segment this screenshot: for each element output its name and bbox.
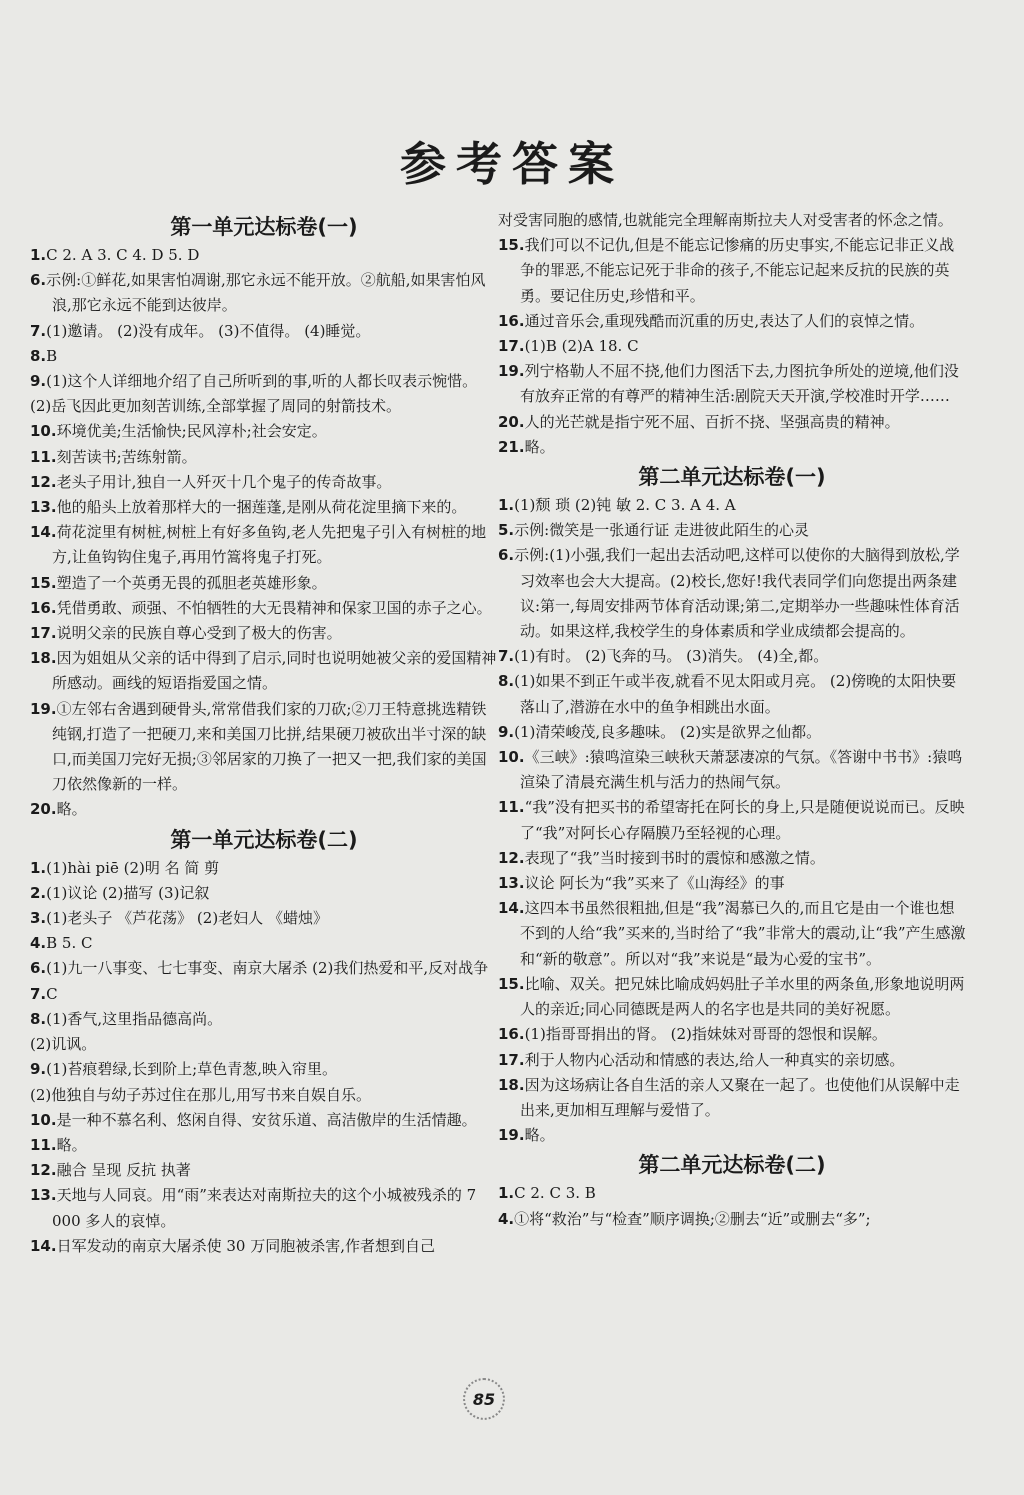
answer-number: 12. <box>30 472 57 491</box>
answer-text: (2)他独自与幼子苏过住在那儿,用写书来自娱自乐。 <box>30 1085 372 1104</box>
answer-number: 14. <box>498 899 525 918</box>
answer-item <box>498 720 966 745</box>
answer-item <box>30 1007 498 1032</box>
answer-text: ①左邻右舍遇到硬骨头,常常借我们家的刀砍;②刀王特意挑选精铁纯钢,打造了一把硬刀,来和美国刀比拼,结果硬刀被砍出半寸深的缺口,而美国刀完好无损;③邻居家的刀换了一把又一把,我们家的美国刀依然像新的一样。 <box>52 699 487 794</box>
answer-text: 环境优美;生活愉快;民风淳朴;社会安定。 <box>56 422 327 441</box>
answer-text: 他的船头上放着那样大的一捆莲蓬,是刚从荷花淀里摘下来的。 <box>56 498 467 517</box>
answer-number: 14. <box>30 1236 57 1255</box>
answer-text: 略。 <box>524 1126 555 1145</box>
answer-item <box>498 846 966 871</box>
answer-text: (2)讥讽。 <box>30 1035 97 1054</box>
answer-item <box>498 1048 966 1073</box>
answer-item <box>30 419 498 444</box>
answer-number: 15. <box>30 573 57 592</box>
answer-text: 是一种不慕名利、悠闲自得、安贫乐道、高洁傲岸的生活情趣。 <box>56 1110 477 1129</box>
answer-number: 16. <box>498 1025 525 1044</box>
answer-text: 这四本书虽然很粗拙,但是“我”渴慕已久的,而且它是由一个谁也想不到的人给“我”买来的,当时给了“我”非常大的震动,让“我”产生感激和“新的敬意”。所以对“我”来说是“最为心爱的宝书”。 <box>520 899 966 968</box>
answer-item <box>498 1022 966 1047</box>
answer-number: 13. <box>30 498 57 517</box>
answer-item <box>30 982 498 1007</box>
answer-number: 1. <box>30 858 47 877</box>
answer-number: 21. <box>498 437 525 456</box>
answer-item <box>30 797 498 822</box>
answer-text: (2)岳飞因此更加刻苦训练,全部掌握了周同的射箭技术。 <box>30 397 402 416</box>
answer-text: 我们可以不记仇,但是不能忘记惨痛的历史事实,不能忘记非正义战争的罪恶,不能忘记死于非命的孩子,不能忘记起来反抗的民族的英勇。要记住历史,珍惜和平。 <box>520 236 955 305</box>
answer-item <box>30 571 498 596</box>
answer-text: 凭借勇敢、顽强、不怕牺牲的大无畏精神和保家卫国的赤子之心。 <box>56 598 492 617</box>
answer-text: (1)如果不到正午或半夜,就看不见太阳或月亮。 (2)傍晚的太阳快要落山了,潜游在水中的鱼争相跳出水面。 <box>514 672 957 716</box>
answer-number: 9. <box>498 722 515 741</box>
section-heading: 第一单元达标卷(一) <box>170 215 358 239</box>
answer-text: 人的光芒就是指宁死不屈、百折不挠、坚强高贵的精神。 <box>524 412 900 431</box>
answer-number: 19. <box>30 699 57 718</box>
answer-item <box>30 1183 498 1233</box>
answer-item <box>498 435 966 460</box>
answer-item <box>30 906 498 931</box>
answer-item <box>30 1234 498 1259</box>
answer-item <box>30 470 498 495</box>
answer-text: 老头子用计,独自一人歼灭十几个鬼子的传奇故事。 <box>56 472 392 491</box>
answer-text: ①将“救治”与“检查”顺序调换;②删去“近”或删去“多”; <box>514 1209 871 1228</box>
answer-item <box>30 495 498 520</box>
answer-item <box>498 1181 966 1206</box>
answer-item <box>30 344 498 369</box>
answer-item <box>498 493 966 518</box>
answer-number: 4. <box>498 1209 515 1228</box>
answer-item <box>498 745 966 795</box>
answer-item <box>498 410 966 435</box>
answer-item <box>498 871 966 896</box>
answer-number: 17. <box>498 1050 525 1069</box>
answer-text: 刻苦读书;苦练射箭。 <box>56 447 197 466</box>
answer-number: 17. <box>498 337 525 356</box>
answer-item <box>498 543 966 644</box>
answer-item <box>30 1032 498 1057</box>
answer-item <box>30 697 498 798</box>
page-number: 85 <box>463 1378 505 1420</box>
answer-number: 14. <box>30 523 57 542</box>
right-column <box>498 208 966 1232</box>
page-title: 参考答案 <box>400 137 624 191</box>
answer-text: (1)颓 琐 (2)钝 敏 2. C 3. A 4. A <box>514 496 736 515</box>
answer-continuation <box>498 208 966 233</box>
answer-number: 16. <box>498 311 525 330</box>
answer-number: 10. <box>30 422 57 441</box>
answer-item <box>30 319 498 344</box>
answer-item <box>498 795 966 845</box>
answer-item <box>30 646 498 696</box>
answer-text: C 2. C 3. B <box>514 1184 596 1203</box>
answer-text: (1)苔痕碧绿,长到阶上;草色青葱,映入帘里。 <box>46 1060 337 1079</box>
answer-text: 说明父亲的民族自尊心受到了极大的伤害。 <box>56 624 342 643</box>
answer-number: 2. <box>30 883 47 902</box>
answer-number: 6. <box>30 271 47 290</box>
answer-text: B 5. C <box>46 934 93 953</box>
continued-text: 对受害同胞的感情,也就能完全理解南斯拉夫人对受害者的怀念之情。 <box>498 211 953 229</box>
answer-text: C <box>46 984 58 1003</box>
answer-number: 10. <box>498 748 525 767</box>
answer-item <box>30 956 498 981</box>
answer-text: (1)清荣峻茂,良多趣味。 (2)实是欲界之仙都。 <box>514 722 822 741</box>
answer-text: 略。 <box>56 800 87 819</box>
answer-text: 通过音乐会,重现残酷而沉重的历史,表达了人们的哀悼之情。 <box>524 311 925 330</box>
answer-item <box>30 268 498 318</box>
answer-item <box>498 359 966 409</box>
answer-item <box>30 1108 498 1133</box>
answer-text: “我”没有把买书的希望寄托在阿长的身上,只是随便说说而已。反映了“我”对阿长心存隔膜乃至轻视的心理。 <box>520 798 965 842</box>
answer-number: 12. <box>30 1161 57 1180</box>
answer-text: 《三峡》:猿鸣渲染三峡秋天萧瑟凄凉的气氛。《答谢中书书》:猿鸣渲染了清晨充满生机与活力的热闹气氛。 <box>520 748 963 792</box>
answer-number: 7. <box>30 321 47 340</box>
answer-item <box>498 518 966 543</box>
answer-text: 议论 阿长为“我”买来了《山海经》的事 <box>524 874 785 893</box>
answer-item <box>30 931 498 956</box>
answer-number: 8. <box>498 672 515 691</box>
answer-number: 8. <box>30 346 47 365</box>
answer-item <box>30 394 498 419</box>
answer-item <box>498 309 966 334</box>
answer-number: 17. <box>30 624 57 643</box>
answer-number: 7. <box>30 984 47 1003</box>
answer-text: 表现了“我”当时接到书时的震惊和感激之情。 <box>524 848 825 867</box>
answer-item <box>30 1158 498 1183</box>
answer-text: (1)邀请。 (2)没有成年。 (3)不值得。 (4)睡觉。 <box>46 321 371 340</box>
answer-item <box>30 1057 498 1082</box>
answer-item <box>30 596 498 621</box>
left-column <box>30 210 498 1259</box>
answer-text: (1)有时。 (2)飞奔的马。 (3)消失。 (4)全,都。 <box>514 647 829 666</box>
answer-text: 融合 呈现 反抗 执著 <box>56 1161 191 1180</box>
answer-text: 略。 <box>56 1135 87 1154</box>
answer-item <box>498 1123 966 1148</box>
answer-text: 因为这场病让各自生活的亲人又聚在一起了。也使他们从误解中走出来,更加相互理解与爱惜了。 <box>520 1075 960 1119</box>
answer-text: 利于人物内心活动和情感的表达,给人一种真实的亲切感。 <box>524 1050 905 1069</box>
answer-text: 天地与人同哀。用“雨”来表达对南斯拉夫的这个小城被残杀的 7 000 多人的哀悼。 <box>52 1186 477 1230</box>
answer-number: 3. <box>30 909 47 928</box>
answer-number: 19. <box>498 1126 525 1145</box>
answer-item <box>498 669 966 719</box>
answer-text: (1)香气,这里指品德高尚。 <box>46 1009 223 1028</box>
answer-number: 13. <box>498 874 525 893</box>
answer-number: 1. <box>498 1184 515 1203</box>
answer-text: 示例:微笑是一张通行证 走进彼此陌生的心灵 <box>514 521 809 540</box>
answer-text: (1)议论 (2)描写 (3)记叙 <box>46 883 210 902</box>
answer-number: 10. <box>30 1110 57 1129</box>
answer-text: (1)九一八事变、七七事变、南京大屠杀 (2)我们热爱和平,反对战争 <box>46 959 489 978</box>
answer-item <box>498 233 966 309</box>
answer-number: 7. <box>498 647 515 666</box>
answer-number: 11. <box>498 798 525 817</box>
answer-number: 1. <box>30 246 47 264</box>
answer-number: 18. <box>498 1075 525 1094</box>
answer-item <box>30 1133 498 1158</box>
answer-text: 塑造了一个英勇无畏的孤胆老英雄形象。 <box>56 573 327 592</box>
answer-list <box>498 233 966 460</box>
answer-item <box>30 1083 498 1108</box>
answer-number: 15. <box>498 974 525 993</box>
answer-text: 荷花淀里有树桩,树桩上有好多鱼钩,老人先把鬼子引入有树桩的地方,让鱼钩钩住鬼子,再用竹篙将鬼子打死。 <box>52 523 487 567</box>
answer-item <box>30 881 498 906</box>
answer-text: C 2. A 3. C 4. D 5. D <box>46 246 200 264</box>
answer-item <box>30 445 498 470</box>
answer-number: 9. <box>30 372 47 391</box>
answer-number: 20. <box>30 800 57 819</box>
answer-list <box>498 493 966 1148</box>
answer-text: 示例:(1)小强,我们一起出去活动吧,这样可以使你的大脑得到放松,学习效率也会大大提高。(2)校长,您好!我代表同学们向您提出两条建议:第一,每周安排两节体育活动课;第二,定期举办一些趣味性体育活动。如果这样,我校学生的身体素质和学业成绩都会提高的。 <box>514 546 960 641</box>
answer-item <box>30 621 498 646</box>
answer-number: 9. <box>30 1060 47 1079</box>
answer-item <box>30 369 498 394</box>
answer-number: 8. <box>30 1009 47 1028</box>
answer-text: (1)指哥哥捐出的肾。 (2)指妹妹对哥哥的怨恨和误解。 <box>524 1025 887 1044</box>
answer-item <box>498 972 966 1022</box>
answer-number: 13. <box>30 1186 57 1205</box>
answer-text: 日军发动的南京大屠杀使 30 万同胞被杀害,作者想到自己 <box>56 1236 435 1255</box>
answer-text: (1)老头子 《芦花荡》 (2)老妇人 《蜡烛》 <box>46 909 328 928</box>
answer-text: 示例:①鲜花,如果害怕凋谢,那它永远不能开放。②航船,如果害怕风浪,那它永远不能到达彼岸。 <box>46 271 486 315</box>
answer-number: 11. <box>30 1135 57 1154</box>
answer-item <box>30 520 498 570</box>
answer-item <box>30 856 498 881</box>
answer-number: 4. <box>30 934 47 953</box>
section-heading: 第二单元达标卷(一) <box>638 465 826 490</box>
answer-item <box>30 243 498 268</box>
answer-list <box>30 243 498 823</box>
answer-number: 1. <box>498 496 515 515</box>
answer-text: 略。 <box>524 437 555 456</box>
answer-number: 18. <box>30 649 57 668</box>
answer-number: 6. <box>498 546 515 565</box>
answer-list <box>498 1181 966 1231</box>
answer-number: 12. <box>498 848 525 867</box>
section-heading: 第二单元达标卷(二) <box>638 1153 826 1178</box>
answer-number: 19. <box>498 362 525 381</box>
answer-text: B <box>46 346 58 365</box>
answer-text: 比喻、双关。把兄妹比喻成妈妈肚子羊水里的两条鱼,形象地说明两人的亲近;同心同德既是两人的名字也是共同的美好祝愿。 <box>520 974 965 1019</box>
answer-item <box>498 896 966 972</box>
answer-list <box>30 856 498 1259</box>
answer-item <box>498 1207 966 1232</box>
answer-number: 20. <box>498 412 525 431</box>
answer-text: (1)hài piē (2)明 名 简 剪 <box>46 858 220 877</box>
answer-text: (1)这个人详细地介绍了自己所听到的事,听的人都长叹表示惋惜。 <box>46 372 478 391</box>
answer-text: (1)B (2)A 18. C <box>524 337 639 356</box>
answer-number: 16. <box>30 598 57 617</box>
answer-number: 6. <box>30 959 47 978</box>
answer-text: 列宁格勒人不屈不挠,他们力图活下去,力图抗争所处的逆境,他们没有放弃正常的有尊严的精神生活:剧院天天开演,学校准时开学…… <box>520 362 959 406</box>
answer-number: 11. <box>30 447 57 466</box>
answer-item <box>498 334 966 359</box>
answer-item <box>498 644 966 669</box>
answer-number: 15. <box>498 236 525 255</box>
answer-text: 因为姐姐从父亲的话中得到了启示,同时也说明她被父亲的爱国精神所感动。画线的短语指爱国之情。 <box>52 649 497 693</box>
answer-item <box>498 1073 966 1123</box>
answer-number: 5. <box>498 521 515 540</box>
section-heading: 第一单元达标卷(二) <box>170 827 358 852</box>
